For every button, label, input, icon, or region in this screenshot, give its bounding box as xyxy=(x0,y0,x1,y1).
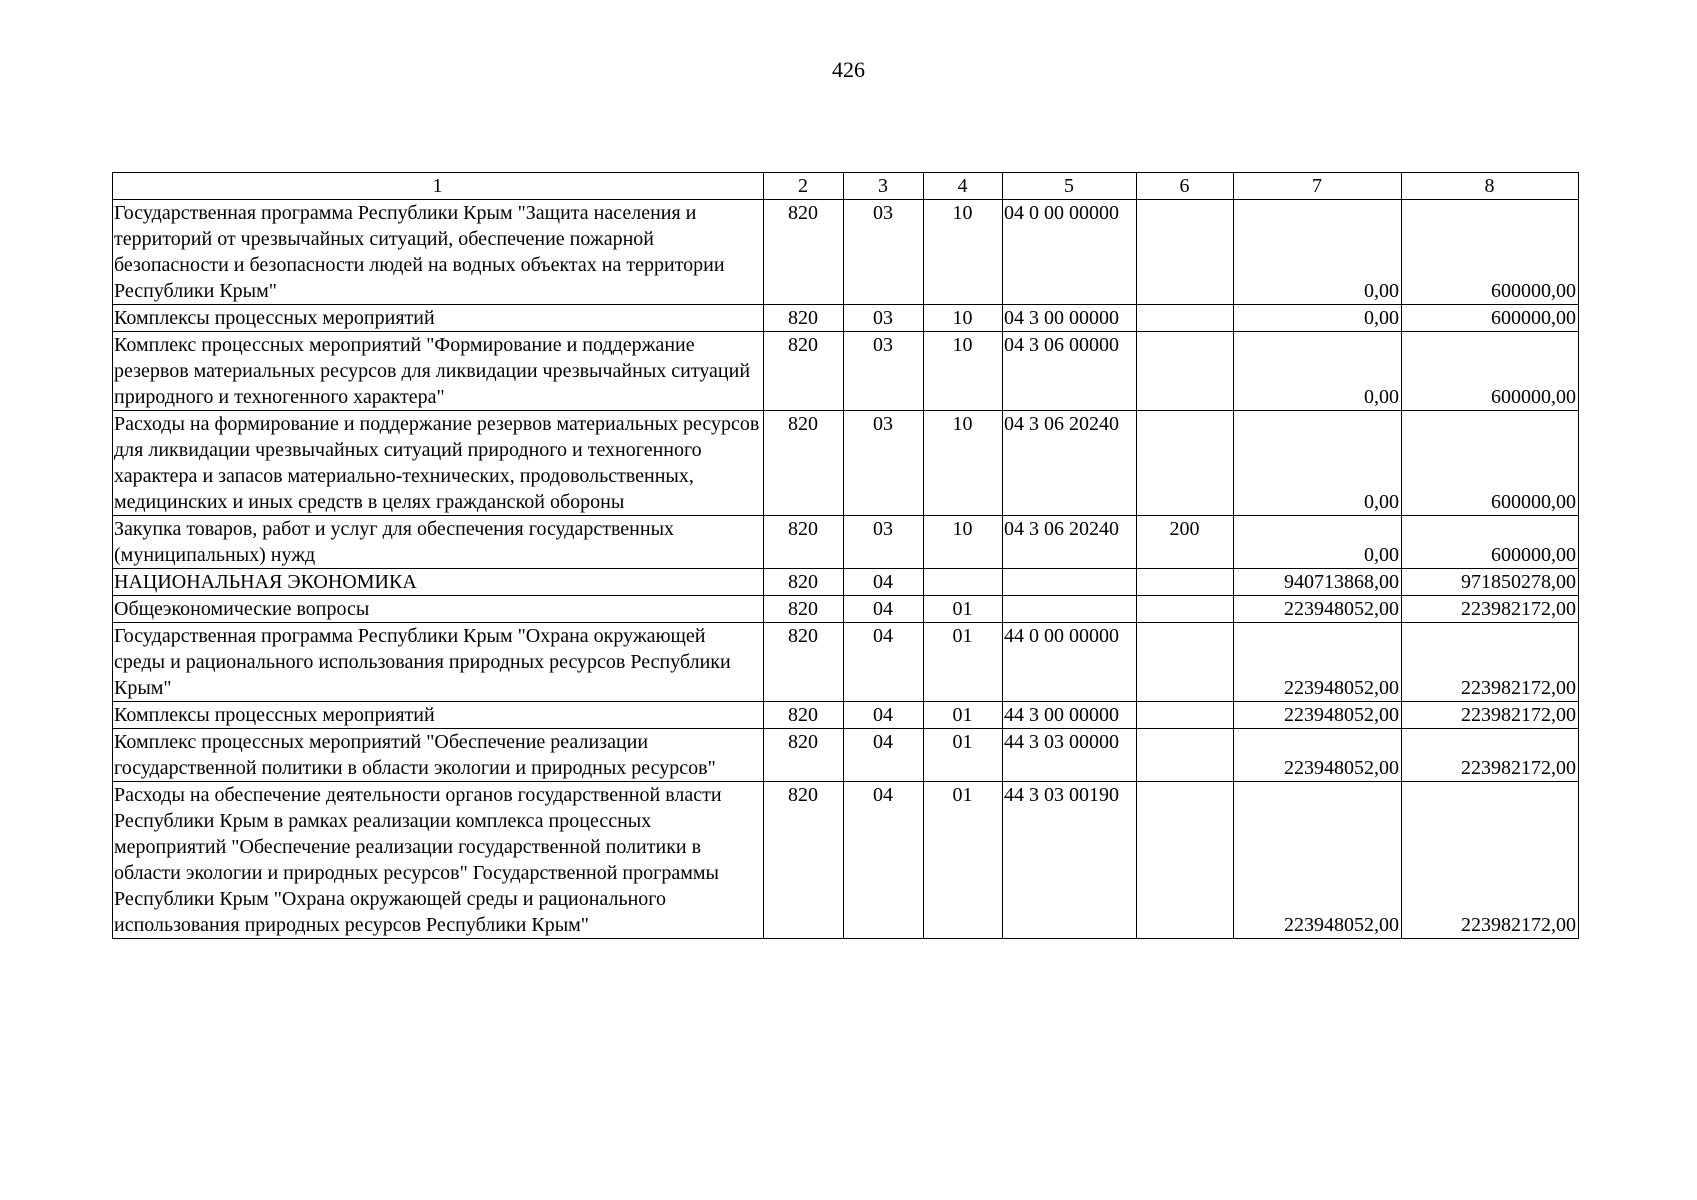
subsection-code-cell: 10 xyxy=(924,332,1003,411)
header-cell-7: 7 xyxy=(1234,173,1402,200)
ministry-code-cell: 820 xyxy=(764,516,844,569)
section-code-cell: 04 xyxy=(844,702,924,729)
row-name-cell: Общеэкономические вопросы xyxy=(113,596,764,623)
section-code-cell: 03 xyxy=(844,200,924,305)
amount-col8-cell: 223982172,00 xyxy=(1402,782,1579,939)
ministry-code-cell: 820 xyxy=(764,569,844,596)
target-article-cell: 04 3 06 00000 xyxy=(1003,332,1137,411)
header-cell-4: 4 xyxy=(924,173,1003,200)
section-code-cell: 03 xyxy=(844,332,924,411)
table-row xyxy=(113,623,1579,702)
amount-col7-cell: 940713868,00 xyxy=(1234,569,1402,596)
amount-col7-cell: 223948052,00 xyxy=(1234,596,1402,623)
subsection-code-cell: 10 xyxy=(924,200,1003,305)
ministry-code-cell: 820 xyxy=(764,332,844,411)
section-code-cell: 04 xyxy=(844,729,924,782)
amount-col7-cell: 223948052,00 xyxy=(1234,702,1402,729)
amount-col8-cell: 223982172,00 xyxy=(1402,702,1579,729)
section-code-cell: 04 xyxy=(844,782,924,939)
subsection-code-cell: 01 xyxy=(924,702,1003,729)
ministry-code-cell: 820 xyxy=(764,702,844,729)
expense-type-cell xyxy=(1137,332,1234,411)
table-row xyxy=(113,782,1579,939)
amount-col8-cell: 600000,00 xyxy=(1402,200,1579,305)
amount-col7-cell: 0,00 xyxy=(1234,200,1402,305)
section-code-cell: 03 xyxy=(844,516,924,569)
expense-type-cell xyxy=(1137,305,1234,332)
amount-col7-cell: 223948052,00 xyxy=(1234,782,1402,939)
amount-col8-cell: 600000,00 xyxy=(1402,411,1579,516)
target-article-cell: 44 0 00 00000 xyxy=(1003,623,1137,702)
table-row xyxy=(113,200,1579,305)
amount-col8-cell: 600000,00 xyxy=(1402,332,1579,411)
subsection-code-cell: 01 xyxy=(924,623,1003,702)
amount-col8-cell: 223982172,00 xyxy=(1402,729,1579,782)
row-name-cell: Государственная программа Республики Крым "Защита населения и территорий от чрезвычайных ситуаций, обеспечение пожарной безопасности и безопасности людей на водных объектах на территории Республики Крым" xyxy=(113,200,764,305)
amount-col7-cell: 0,00 xyxy=(1234,516,1402,569)
expense-type-cell xyxy=(1137,411,1234,516)
target-article-cell: 04 3 06 20240 xyxy=(1003,516,1137,569)
expense-type-cell xyxy=(1137,782,1234,939)
amount-col8-cell: 971850278,00 xyxy=(1402,569,1579,596)
row-name-cell: Государственная программа Республики Крым "Охрана окружающей среды и рационального использования природных ресурсов Республики Крым" xyxy=(113,623,764,702)
section-code-cell: 04 xyxy=(844,596,924,623)
target-article-cell: 44 3 00 00000 xyxy=(1003,702,1137,729)
table-header-row xyxy=(113,173,1579,200)
subsection-code-cell xyxy=(924,569,1003,596)
amount-col7-cell: 0,00 xyxy=(1234,305,1402,332)
budget-table xyxy=(112,172,1579,939)
header-cell-8: 8 xyxy=(1402,173,1579,200)
row-name-cell: НАЦИОНАЛЬНАЯ ЭКОНОМИКА xyxy=(113,569,764,596)
table-row xyxy=(113,411,1579,516)
row-name-cell: Расходы на обеспечение деятельности органов государственной власти Республики Крым в рамках реализации комплекса процессных мероприятий "Обеспечение реализации государственной политики в области экологии и природных ресурсов" Государственной программы Республики Крым "Охрана окружающей среды и рационального использования природных ресурсов Республики Крым" xyxy=(113,782,764,939)
expense-type-cell xyxy=(1137,200,1234,305)
amount-col8-cell: 223982172,00 xyxy=(1402,596,1579,623)
amount-col7-cell: 223948052,00 xyxy=(1234,623,1402,702)
amount-col7-cell: 0,00 xyxy=(1234,332,1402,411)
row-name-cell: Расходы на формирование и поддержание резервов материальных ресурсов для ликвидации чрезвычайных ситуаций природного и техногенного характера и запасов материально-технических, продовольственных, медицинских и иных средств в целях гражданской обороны xyxy=(113,411,764,516)
target-article-cell: 04 3 06 20240 xyxy=(1003,411,1137,516)
row-name-cell: Закупка товаров, работ и услуг для обеспечения государственных (муниципальных) нужд xyxy=(113,516,764,569)
amount-col8-cell: 600000,00 xyxy=(1402,516,1579,569)
amount-col8-cell: 600000,00 xyxy=(1402,305,1579,332)
target-article-cell: 04 0 00 00000 xyxy=(1003,200,1137,305)
subsection-code-cell: 01 xyxy=(924,596,1003,623)
target-article-cell: 44 3 03 00190 xyxy=(1003,782,1137,939)
subsection-code-cell: 10 xyxy=(924,411,1003,516)
target-article-cell: 44 3 03 00000 xyxy=(1003,729,1137,782)
subsection-code-cell: 10 xyxy=(924,516,1003,569)
header-cell-6: 6 xyxy=(1137,173,1234,200)
amount-col7-cell: 0,00 xyxy=(1234,411,1402,516)
expense-type-cell xyxy=(1137,569,1234,596)
expense-type-cell: 200 xyxy=(1137,516,1234,569)
expense-type-cell xyxy=(1137,623,1234,702)
amount-col7-cell: 223948052,00 xyxy=(1234,729,1402,782)
subsection-code-cell: 01 xyxy=(924,782,1003,939)
expense-type-cell xyxy=(1137,702,1234,729)
subsection-code-cell: 01 xyxy=(924,729,1003,782)
row-name-cell: Комплекс процессных мероприятий "Формирование и поддержание резервов материальных ресурсов для ликвидации чрезвычайных ситуаций природного и техногенного характера" xyxy=(113,332,764,411)
subsection-code-cell: 10 xyxy=(924,305,1003,332)
page-number: 426 xyxy=(832,57,865,82)
table-row xyxy=(113,569,1579,596)
table-row xyxy=(113,596,1579,623)
ministry-code-cell: 820 xyxy=(764,200,844,305)
target-article-cell xyxy=(1003,596,1137,623)
expense-type-cell xyxy=(1137,596,1234,623)
table-row xyxy=(113,702,1579,729)
table-row xyxy=(113,305,1579,332)
header-cell-5: 5 xyxy=(1003,173,1137,200)
ministry-code-cell: 820 xyxy=(764,623,844,702)
row-name-cell: Комплексы процессных мероприятий xyxy=(113,305,764,332)
amount-col8-cell: 223982172,00 xyxy=(1402,623,1579,702)
ministry-code-cell: 820 xyxy=(764,729,844,782)
table-row xyxy=(113,332,1579,411)
section-code-cell: 03 xyxy=(844,411,924,516)
ministry-code-cell: 820 xyxy=(764,782,844,939)
ministry-code-cell: 820 xyxy=(764,411,844,516)
section-code-cell: 04 xyxy=(844,623,924,702)
expense-type-cell xyxy=(1137,729,1234,782)
ministry-code-cell: 820 xyxy=(764,305,844,332)
target-article-cell: 04 3 00 00000 xyxy=(1003,305,1137,332)
header-cell-2: 2 xyxy=(764,173,844,200)
table-row xyxy=(113,516,1579,569)
row-name-cell: Комплексы процессных мероприятий xyxy=(113,702,764,729)
row-name-cell: Комплекс процессных мероприятий "Обеспечение реализации государственной политики в области экологии и природных ресурсов" xyxy=(113,729,764,782)
target-article-cell xyxy=(1003,569,1137,596)
ministry-code-cell: 820 xyxy=(764,596,844,623)
header-cell-1: 1 xyxy=(113,173,764,200)
table-row xyxy=(113,729,1579,782)
section-code-cell: 04 xyxy=(844,569,924,596)
header-cell-3: 3 xyxy=(844,173,924,200)
section-code-cell: 03 xyxy=(844,305,924,332)
